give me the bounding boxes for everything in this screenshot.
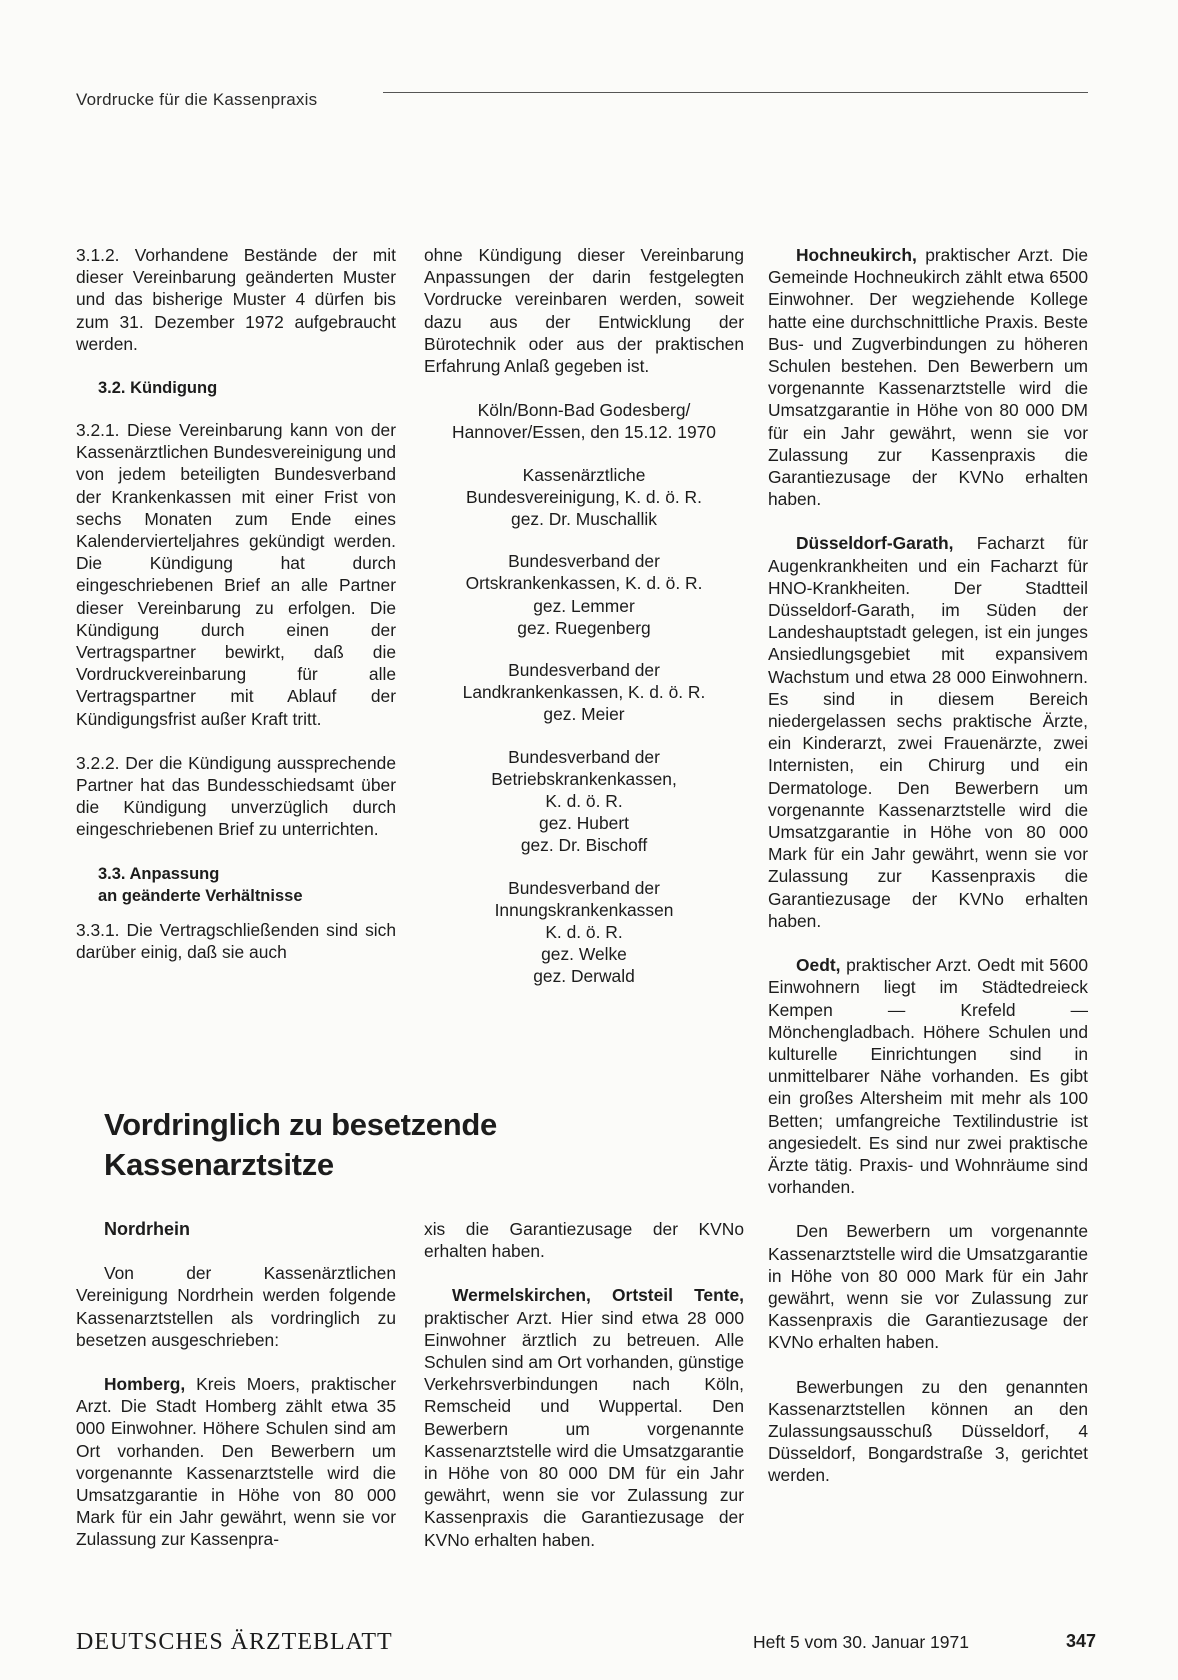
- signature-line: Bundesverband der: [508, 660, 660, 681]
- signature-line: Bundesverband der: [508, 877, 660, 898]
- running-title: Vordrucke für die Kassenpraxis: [76, 90, 318, 109]
- signature-line: gez. Welke: [541, 944, 627, 965]
- signature-line: Ortskrankenkassen, K. d. ö. R.: [465, 573, 703, 594]
- paragraph-3-1-2: 3.1.2. Vorhandene Bestände der mit dieser Vereinbarung geänderten Muster und das bisherige Muster 4 dürfen bis zum 31. Dezember 1972 aufgebraucht werden.: [76, 245, 396, 354]
- signature-block: [424, 550, 744, 639]
- article-heading-line1: Vordringlich zu besetzende: [104, 1107, 497, 1142]
- section-heading-3-3-line1: 3.3. Anpassung: [98, 864, 220, 883]
- place-name: Düsseldorf-Garath,: [796, 533, 954, 554]
- signature-line: Kassenärztliche: [522, 464, 646, 485]
- listing-wermelskirchen: [424, 1284, 744, 1550]
- header-rule: [383, 92, 1088, 93]
- signature-block: [424, 877, 744, 988]
- article-heading-line2: Kassenarztsitze: [104, 1147, 334, 1182]
- listing-hochneukirch: [768, 244, 1088, 510]
- signature-line: gez. Hubert: [539, 813, 629, 834]
- listing-oedt: [768, 954, 1088, 1198]
- paragraph-intro: Von der Kassenärztlichen Vereinigung Nordrhein werden folgende Kassenarztstellen als vordringlich zu besetzen ausgeschrieben:: [76, 1263, 396, 1350]
- listing-text: praktischer Arzt. Die Gemeinde Hochneukirch zählt etwa 6500 Einwohner. Der wegziehende Kollege hatte eine durchschnittliche Praxis. Beste Bus- und Zugverbindungen zu höheren Schulen bestehen. Den Bewerbern um vorgenannte Kassenarztstelle wird die Umsatzgarantie in Höhe von 80 000 DM für ein Jahr gewährt, wenn sie vor Zulassung zur Kassenpraxis die Garantiezusage der KVNo erhalten haben.: [768, 245, 1088, 510]
- column-3: [768, 244, 1088, 1509]
- section-heading-3-2: 3.2. Kündigung: [98, 379, 218, 398]
- signature-line: Landkrankenkassen, K. d. ö. R.: [462, 682, 706, 703]
- paragraph-continuation: ohne Kündigung dieser Vereinbarung Anpassungen der darin festgelegten Vordrucke vereinbaren werden, soweit dazu aus der Entwicklung der Bürotechnik oder aus der praktischen Erfahrung Anlaß gegeben ist.: [424, 245, 744, 377]
- signature-block: [424, 746, 744, 857]
- listing-homberg: [76, 1373, 396, 1551]
- signature-line: K. d. ö. R.: [545, 791, 623, 812]
- signature-block: [424, 464, 744, 531]
- signature-line: gez. Ruegenberg: [517, 617, 651, 638]
- column-1-top: [76, 244, 396, 985]
- paragraph-guarantee: Den Bewerbern um vorgenannte Kassenarztstelle wird die Umsatzgarantie in Höhe von 80 000 Mark für ein Jahr gewährt, wenn sie vor Zulassung zur Kassenpraxis die Garantiezusage der KVNo erhalten haben.: [768, 1221, 1088, 1353]
- signature-line: gez. Dr. Muschallik: [511, 509, 657, 530]
- place-name: Homberg,: [104, 1374, 186, 1395]
- signature-line: gez. Meier: [543, 704, 625, 725]
- issue-info: Heft 5 vom 30. Januar 1971: [753, 1632, 969, 1652]
- section-heading-3-3: [98, 863, 396, 907]
- page-number: 347: [1066, 1631, 1097, 1651]
- signature-line: Bundesvereinigung, K. d. ö. R.: [466, 486, 702, 507]
- journal-name: DEUTSCHES ÄRZTEBLATT: [76, 1629, 393, 1655]
- place-name: Wermelskirchen, Ortsteil Tente,: [452, 1285, 744, 1306]
- section-heading-3-3-line2: an geänderte Verhältnisse: [98, 886, 303, 905]
- listing-text: praktischer Arzt. Oedt mit 5600 Einwohnern liegt im Städtedreieck Kempen — Krefeld — Mönchengladbach. Höhere Schulen und kulturelle Einrichtungen sind in unmittelbarer Nähe vorhanden. Es gibt ein großes Altersheim mit mehr als 100 Betten; umfangreiche Textilindustrie ist angesiedelt. Es sind nur zwei praktische Ärzte tätig. Praxis- und Wohnräume sind vorhanden.: [768, 955, 1088, 1198]
- signature-line: Bundesverband der: [508, 551, 660, 572]
- signature-line: Bundesverband der: [508, 746, 660, 767]
- paragraph-3-3-1: 3.3.1. Die Vertragschließenden sind sich darüber einig, daß sie auch: [76, 919, 396, 962]
- listing-duesseldorf-garath: [768, 532, 1088, 932]
- place-date: [424, 399, 744, 443]
- signature-line: K. d. ö. R.: [545, 922, 623, 943]
- signature-line: Betriebskrankenkassen,: [491, 768, 677, 789]
- signature-line: gez. Derwald: [533, 966, 635, 987]
- column-1-bottom: [76, 1218, 396, 1573]
- signature-line: Innungskrankenkassen: [494, 899, 674, 920]
- place-name: Oedt,: [796, 955, 841, 976]
- listing-text: praktischer Arzt. Hier sind etwa 28 000 Einwohner ärztlich zu betreuen. Alle Schulen sind am Ort vorhanden, günstige Verkehrsverbindungen nach Köln, Remscheid und Wuppertal. Den Bewerbern um vorgenannte Kassenarztstelle wird die Umsatzgarantie in Höhe von 80 000 DM für ein Jahr gewährt, wenn sie vor Zulassung zur Kassenpraxis die Garantiezusage der KVNo erhalten haben.: [424, 1307, 744, 1550]
- signature-line: gez. Dr. Bischoff: [520, 835, 648, 856]
- article-heading: [104, 1105, 624, 1185]
- paragraph-applications: Bewerbungen zu den genannten Kassenarztstellen können an den Zulassungsausschuß Düsseldorf, 4 Düsseldorf, Bongardstraße 3, gerichtet werden.: [768, 1376, 1088, 1486]
- listing-text: Facharzt für Augenkrankheiten und ein Facharzt für HNO-Krankheiten. Der Stadtteil Düsseldorf-Garath, im Süden der Landeshauptstadt gelegen, ist ein junges Ansiedlungsgebiet mit expansivem Wachstum und etwa 28 000 Einwohnern. Es sind in diesem Bereich niedergelassen sechs praktische Ärzte, ein Kinderarzt, zwei Frauenärzte, zwei Internisten, ein Chirurg und ein Dermatologe. Den Bewerbern um vorgenannte Kassenarztstelle wird die Umsatzgarantie in Höhe von 80 000 Mark für ein Jahr gewährt, wenn sie vor Zulassung zur Kassenpraxis die Garantiezusage der KVNo erhalten haben.: [768, 533, 1088, 931]
- paragraph-3-2-1: 3.2.1. Diese Vereinbarung kann von der Kassenärztlichen Bundesvereinigung und von jedem beteiligten Bundesverband der Krankenkassen mit einer Frist von sechs Monaten zum Ende eines Kalendervierteljahres gekündigt werden. Die Kündigung hat durch eingeschriebenen Brief an alle Partner dieser Vereinbarung zu erfolgen. Die Kündigung durch einen der Vertragspartner bewirkt, daß die Vordruckvereinbarung für alle Vertragspartner mit Ablauf der Kündigungsfrist außer Kraft tritt.: [76, 420, 397, 729]
- column-2-top: [424, 244, 744, 1008]
- place-name: Hochneukirch,: [796, 245, 917, 265]
- place-date-line1: Köln/Bonn-Bad Godesberg/: [477, 400, 691, 421]
- place-date-line2: Hannover/Essen, den 15.12. 1970: [452, 422, 716, 443]
- paragraph-continuation: xis die Garantiezusage der KVNo erhalten haben.: [424, 1219, 744, 1262]
- signature-line: gez. Lemmer: [533, 595, 635, 616]
- region-heading: Nordrhein: [104, 1219, 191, 1239]
- column-2-bottom: [424, 1218, 744, 1573]
- signature-blocks: [424, 464, 744, 988]
- signature-block: [424, 659, 744, 726]
- paragraph-3-2-2: 3.2.2. Der die Kündigung aussprechende Partner hat das Bundesschiedsamt über die Kündigung unverzüglich durch eingeschriebenen Brief zu unterrichten.: [76, 752, 396, 840]
- listing-text: Kreis Moers, praktischer Arzt. Die Stadt Homberg zählt etwa 35 000 Einwohner. Höhere Schulen sind am Ort vorhanden. Den Bewerbern um vorgenannte Kassenarztstelle wird die Umsatzgarantie in Höhe von 80 000 Mark für ein Jahr gewährt, wenn sie vor Zulassung zur Kassenpra-: [76, 1374, 396, 1550]
